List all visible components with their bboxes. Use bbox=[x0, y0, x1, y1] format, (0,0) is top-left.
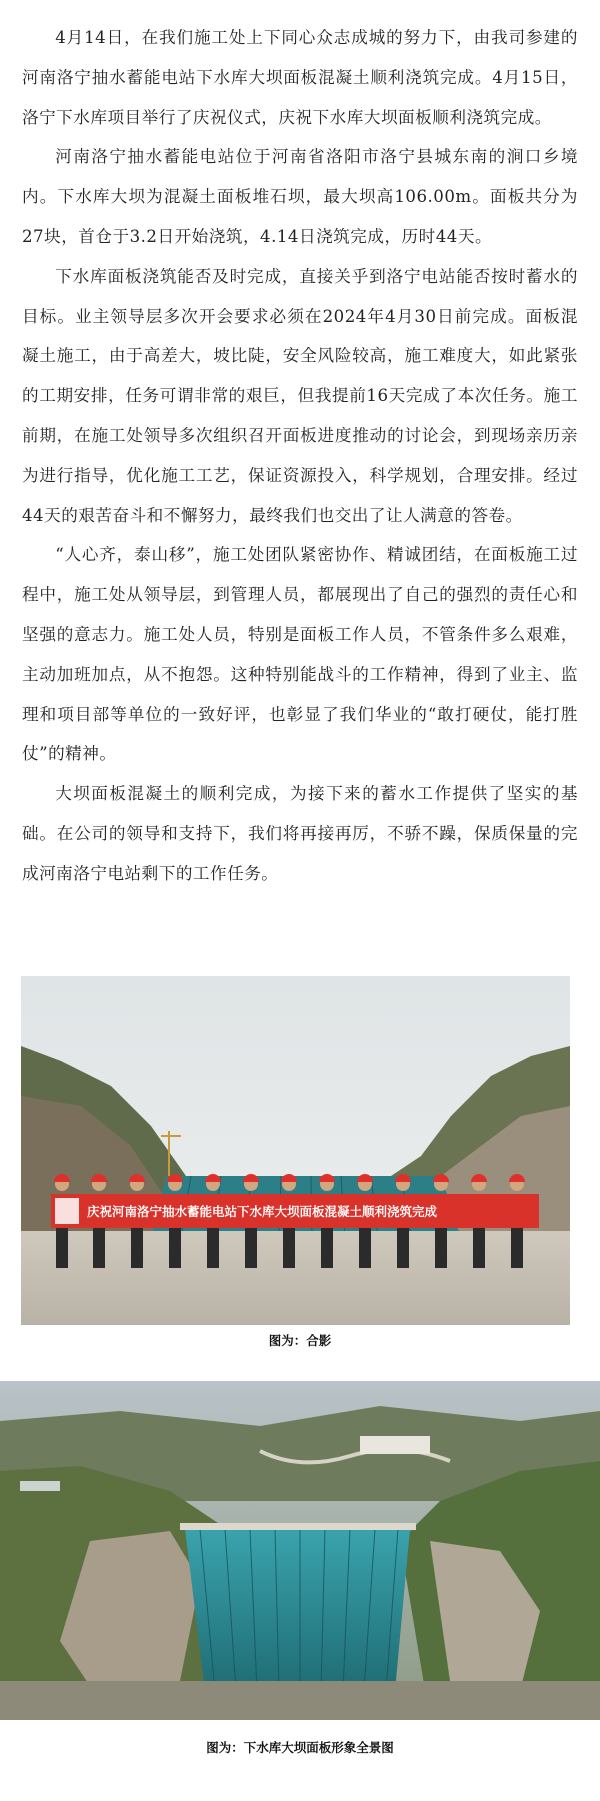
paragraph-1: 4月14日，在我们施工处上下同心众志成城的努力下，由我司参建的河南洛宁抽水蓄能电站下水库大坝面板混凝土顺利浇筑完成。4月15日，洛宁下水库项目举行了庆祝仪式，庆祝下水库大坝面板顺利浇筑完成。 bbox=[22, 28, 578, 127]
group-photo bbox=[21, 976, 570, 1325]
dam-panorama-photo bbox=[0, 1381, 600, 1720]
figure-caption-2: 图为：下水库大坝面板形象全景图 bbox=[206, 1740, 394, 1755]
paragraph-5: 大坝面板混凝土的顺利完成，为接下来的蓄水工作提供了坚实的基础。在公司的领导和支持下，我们将再接再厉，不骄不躁，保质保量的完成河南洛宁电站剩下的工作任务。 bbox=[22, 784, 578, 883]
paragraph-4: “人心齐，泰山移”，施工处团队紧密协作、精诚团结，在面板施工过程中，施工处从领导层，到管理人员，都展现出了自己的强烈的责任心和坚强的意志力。施工处人员，特别是面板工作人员，不管条件多么艰难，主动加班加点，从不抱怨。这种特别能战斗的工作精神，得到了业主、监理和项目部等单位的一致好评，也彰显了我们华业的“敢打硬仗，能打胜仗”的精神。 bbox=[22, 545, 578, 764]
dam-face-panels bbox=[185, 1529, 410, 1691]
article-body bbox=[22, 18, 578, 894]
paragraph-2: 河南洛宁抽水蓄能电站位于河南省洛阳市洛宁县城东南的涧口乡境内。下水库大坝为混凝土面板堆石坝，最大坝高106.00m。面板共分为27块，首仓于3.2日开始浇筑，4.14日浇筑完成，历时44天。 bbox=[22, 147, 578, 246]
figure-caption-1: 图为：合影 bbox=[268, 1333, 332, 1348]
paragraph-3: 下水库面板浇筑能否及时完成，直接关乎到洛宁电站能否按时蓄水的目标。业主领导层多次开会要求必须在2024年4月30日前完成。面板混凝土施工，由于高差大，坡比陡，安全风险较高，施工难度大，如此紧张的工期安排，任务可谓非常的艰巨，但我提前16天完成了本次任务。施工前期，在施工处领导多次组织召开面板进度推动的讨论会，到现场亲历亲为进行指导，优化施工工艺，保证资源投入，科学规划，合理安排。经过44天的艰苦奋斗和不懈努力，最终我们也交出了让人满意的答卷。 bbox=[22, 266, 578, 525]
banner-text: 庆祝河南洛宁抽水蓄能电站下水库大坝面板混凝土顺利浇筑完成 bbox=[87, 1204, 438, 1219]
